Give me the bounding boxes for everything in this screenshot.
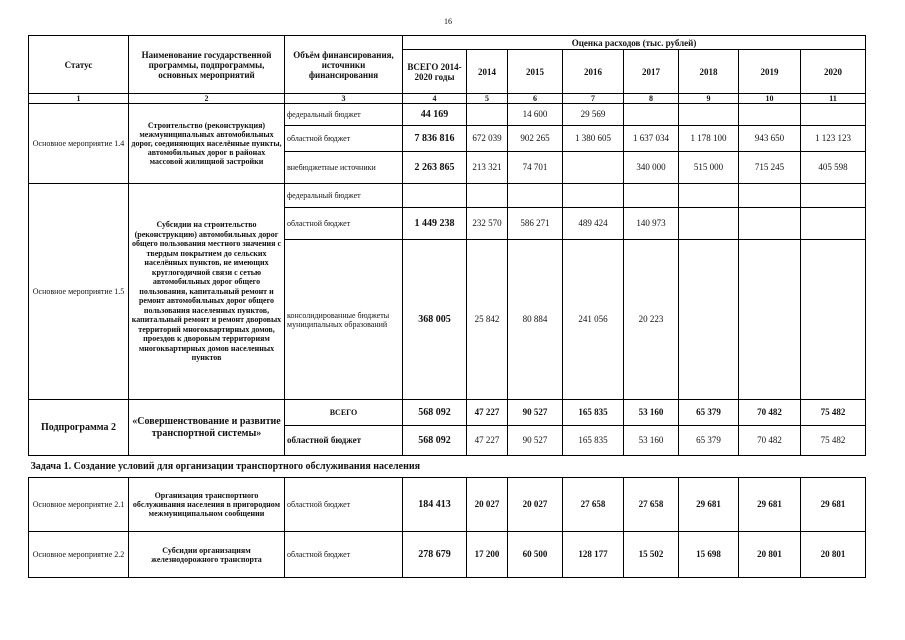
year-value [679, 104, 739, 126]
year-value: 20 027 [508, 478, 563, 532]
col-index: 7 [563, 94, 624, 104]
year-value [739, 104, 801, 126]
total-value: 7 836 816 [403, 126, 467, 152]
year-value: 1 123 123 [801, 126, 866, 152]
year-value: 90 527 [508, 400, 563, 426]
funding-source: областной бюджет [285, 426, 403, 456]
year-value: 70 482 [739, 400, 801, 426]
year-value: 25 842 [467, 240, 508, 400]
header-year: 2015 [508, 50, 563, 94]
header-status: Статус [29, 36, 129, 94]
total-value: 44 169 [403, 104, 467, 126]
year-value: 943 650 [739, 126, 801, 152]
row-status: Основное мероприятие 2.1 [29, 478, 129, 532]
total-value [403, 184, 467, 208]
year-value [679, 208, 739, 240]
funding-source: областной бюджет [285, 208, 403, 240]
year-value: 60 500 [508, 532, 563, 578]
row-status: Основное мероприятие 1.4 [29, 104, 129, 184]
budget-table [28, 35, 866, 578]
year-value [739, 208, 801, 240]
year-value: 340 000 [624, 152, 679, 184]
col-index: 8 [624, 94, 679, 104]
year-value [563, 152, 624, 184]
year-value: 672 039 [467, 126, 508, 152]
col-index: 2 [129, 94, 285, 104]
total-value: 1 449 238 [403, 208, 467, 240]
year-value: 241 056 [563, 240, 624, 400]
header-estimate: Оценка расходов (тыс. рублей) [403, 36, 866, 50]
year-value [563, 184, 624, 208]
total-value: 568 092 [403, 400, 467, 426]
row-status: Подпрограмма 2 [29, 400, 129, 456]
year-value: 586 271 [508, 208, 563, 240]
year-value [679, 240, 739, 400]
table-row [29, 400, 866, 426]
year-value: 213 321 [467, 152, 508, 184]
col-index: 5 [467, 94, 508, 104]
year-value: 165 835 [563, 426, 624, 456]
header-year: 2020 [801, 50, 866, 94]
col-index: 11 [801, 94, 866, 104]
row-name: Субсидии организациям железнодорожного транспорта [129, 532, 285, 578]
year-value: 1 637 034 [624, 126, 679, 152]
year-value: 27 658 [624, 478, 679, 532]
year-value: 405 598 [801, 152, 866, 184]
year-value: 53 160 [624, 400, 679, 426]
row-name: «Совершенствование и развитие транспортной системы» [129, 400, 285, 456]
year-value [467, 104, 508, 126]
col-index: 1 [29, 94, 129, 104]
year-value: 515 000 [679, 152, 739, 184]
funding-source: федеральный бюджет [285, 104, 403, 126]
funding-source: ВСЕГО [285, 400, 403, 426]
year-value [801, 104, 866, 126]
funding-source: областной бюджет [285, 478, 403, 532]
funding-source: областной бюджет [285, 126, 403, 152]
year-value: 47 227 [467, 400, 508, 426]
year-value: 128 177 [563, 532, 624, 578]
page-number: 16 [444, 17, 452, 26]
year-value: 715 245 [739, 152, 801, 184]
header-volume: Объём финансирования, источники финансирования [285, 36, 403, 94]
year-value [679, 184, 739, 208]
year-value: 80 884 [508, 240, 563, 400]
col-index: 10 [739, 94, 801, 104]
table-row [29, 532, 866, 578]
year-value: 17 200 [467, 532, 508, 578]
year-value: 20 801 [801, 532, 866, 578]
year-value: 140 973 [624, 208, 679, 240]
year-value [624, 104, 679, 126]
year-value: 1 178 100 [679, 126, 739, 152]
total-value: 368 005 [403, 240, 467, 400]
year-value: 29 681 [679, 478, 739, 532]
year-value [739, 184, 801, 208]
year-value: 74 701 [508, 152, 563, 184]
page-top-edge [0, 0, 905, 2]
row-name: Строительство (реконструкция) межмуниципальных автомобильных дорог, соединяющих населённые пункты, автомобильных дорог в районах массовой жилищной застройки [129, 104, 285, 184]
year-value: 75 482 [801, 426, 866, 456]
year-value [467, 184, 508, 208]
year-value: 1 380 605 [563, 126, 624, 152]
funding-source: областной бюджет [285, 532, 403, 578]
year-value: 29 681 [739, 478, 801, 532]
header-year: 2017 [624, 50, 679, 94]
column-index-row [29, 94, 866, 104]
year-value: 489 424 [563, 208, 624, 240]
row-name: Субсидии на строительство (реконструкцию) автомобильных дорог общего пользования местного значения с твердым покрытием до сельских населённых пунктов, не имеющих круглогодичной связи с сетью автомобильных дорог общего пользования, капитальный ремонт и ремонт автомобильных дорог общего пользования населенных пунктов, капитальный ремонт и ремонт дворовых территорий многоквартирных домов, проездов к дворовым территориям многоквартирных домов населенных пунктов [129, 184, 285, 400]
year-value: 90 527 [508, 426, 563, 456]
header-year: 2019 [739, 50, 801, 94]
year-value: 47 227 [467, 426, 508, 456]
total-value: 184 413 [403, 478, 467, 532]
total-value: 278 679 [403, 532, 467, 578]
row-status: Основное мероприятие 2.2 [29, 532, 129, 578]
year-value: 902 265 [508, 126, 563, 152]
col-index: 3 [285, 94, 403, 104]
header-name: Наименование государственной программы, подпрограммы, основных мероприятий [129, 36, 285, 94]
year-value: 14 600 [508, 104, 563, 126]
year-value: 15 698 [679, 532, 739, 578]
year-value: 20 027 [467, 478, 508, 532]
year-value: 20 223 [624, 240, 679, 400]
year-value [801, 208, 866, 240]
year-value: 70 482 [739, 426, 801, 456]
header-year: 2016 [563, 50, 624, 94]
year-value: 65 379 [679, 426, 739, 456]
year-value [801, 240, 866, 400]
year-value: 165 835 [563, 400, 624, 426]
total-value: 568 092 [403, 426, 467, 456]
year-value [508, 184, 563, 208]
year-value: 27 658 [563, 478, 624, 532]
header-year: 2014 [467, 50, 508, 94]
table-row [29, 478, 866, 532]
funding-source: внебюджетные источники [285, 152, 403, 184]
col-index: 6 [508, 94, 563, 104]
col-index: 9 [679, 94, 739, 104]
year-value: 15 502 [624, 532, 679, 578]
col-index: 4 [403, 94, 467, 104]
task-row [29, 456, 866, 478]
funding-source: федеральный бюджет [285, 184, 403, 208]
row-name: Организация транспортного обслуживания населения в пригородном межмуниципальном сообщении [129, 478, 285, 532]
year-value: 232 570 [467, 208, 508, 240]
year-value: 29 681 [801, 478, 866, 532]
task-title: Задача 1. Создание условий для организации транспортного обслуживания населения [29, 456, 866, 478]
year-value: 75 482 [801, 400, 866, 426]
header-total: ВСЕГО 2014-2020 годы [403, 50, 467, 94]
year-value: 29 569 [563, 104, 624, 126]
year-value [739, 240, 801, 400]
year-value [801, 184, 866, 208]
row-status: Основное мероприятие 1.5 [29, 184, 129, 400]
year-value: 53 160 [624, 426, 679, 456]
year-value: 20 801 [739, 532, 801, 578]
header-year: 2018 [679, 50, 739, 94]
year-value [624, 184, 679, 208]
table-row [29, 104, 866, 126]
funding-source: консолидированные бюджеты муниципальных образований [285, 240, 403, 400]
table-row [29, 184, 866, 208]
year-value: 65 379 [679, 400, 739, 426]
total-value: 2 263 865 [403, 152, 467, 184]
